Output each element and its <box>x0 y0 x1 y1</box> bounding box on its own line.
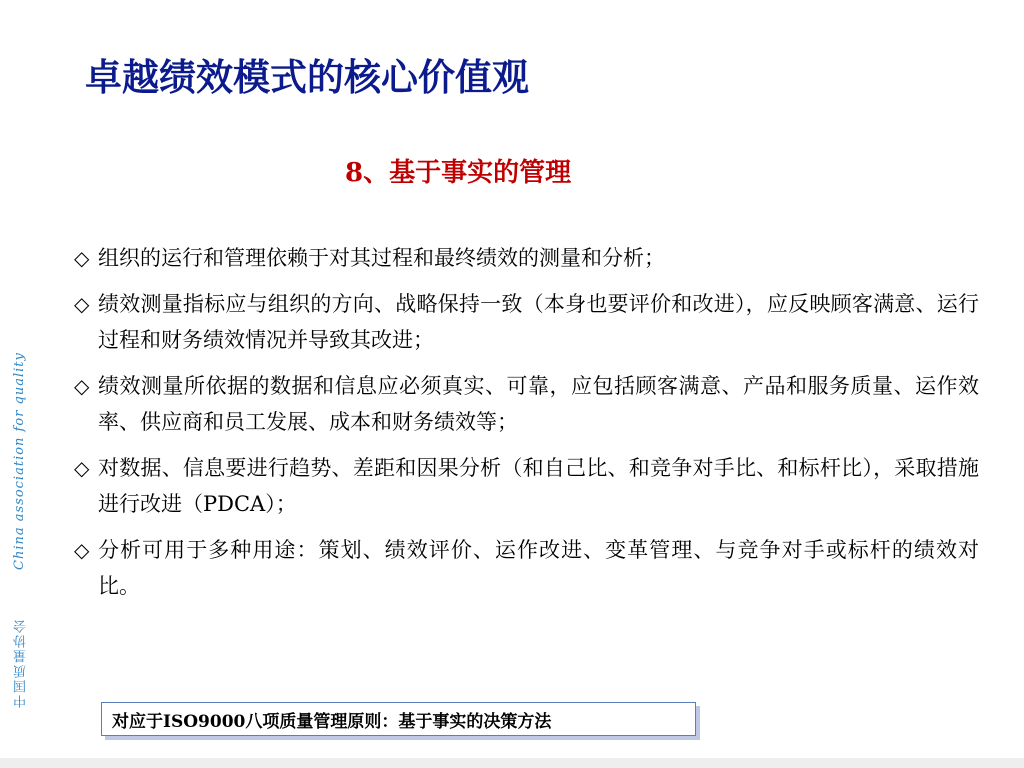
bottom-bar <box>0 758 1024 768</box>
bullet-point <box>74 368 979 440</box>
diamond-bullet-icon: ◇ <box>74 292 90 316</box>
bullet-text: 组织的运行和管理依赖于对其过程和最终绩效的测量和分析； <box>98 246 665 270</box>
diamond-bullet-icon: ◇ <box>74 374 90 398</box>
diamond-bullet-icon: ◇ <box>74 456 90 480</box>
principle-note-box <box>101 702 696 736</box>
bullet-point <box>74 240 979 276</box>
bullet-text: 对数据、信息要进行趋势、差距和因果分析（和自己比、和竞争对手比、和标杆比），采取措施进行改进（PDCA）； <box>98 456 979 516</box>
bullet-list <box>74 240 979 614</box>
sidebar-watermark <box>8 352 36 710</box>
organization-name-chinese: 中国质量协会 <box>14 618 29 708</box>
organization-name-english: China association for quality <box>12 352 27 570</box>
bullet-point <box>74 532 979 604</box>
bullet-text: 分析可用于多种用途：策划、绩效评价、运作改进、变革管理、与竞争对手或标杆的绩效对比。 <box>98 538 979 598</box>
slide-title: 卓越绩效模式的核心价值观 <box>85 56 529 99</box>
diamond-bullet-icon: ◇ <box>74 538 90 562</box>
bullet-point <box>74 450 979 522</box>
diamond-bullet-icon: ◇ <box>74 246 90 270</box>
bullet-text: 绩效测量指标应与组织的方向、战略保持一致（本身也要评价和改进），应反映顾客满意、运行过程和财务绩效情况并导致其改进； <box>98 292 979 352</box>
principle-note-text: 对应于ISO9000八项质量管理原则：基于事实的决策方法 <box>112 711 552 732</box>
slide-subtitle: 8、基于事实的管理 <box>345 158 572 188</box>
bullet-point <box>74 286 979 358</box>
bullet-text: 绩效测量所依据的数据和信息应必须真实、可靠，应包括顾客满意、产品和服务质量、运作效率、供应商和员工发展、成本和财务绩效等； <box>98 374 979 434</box>
